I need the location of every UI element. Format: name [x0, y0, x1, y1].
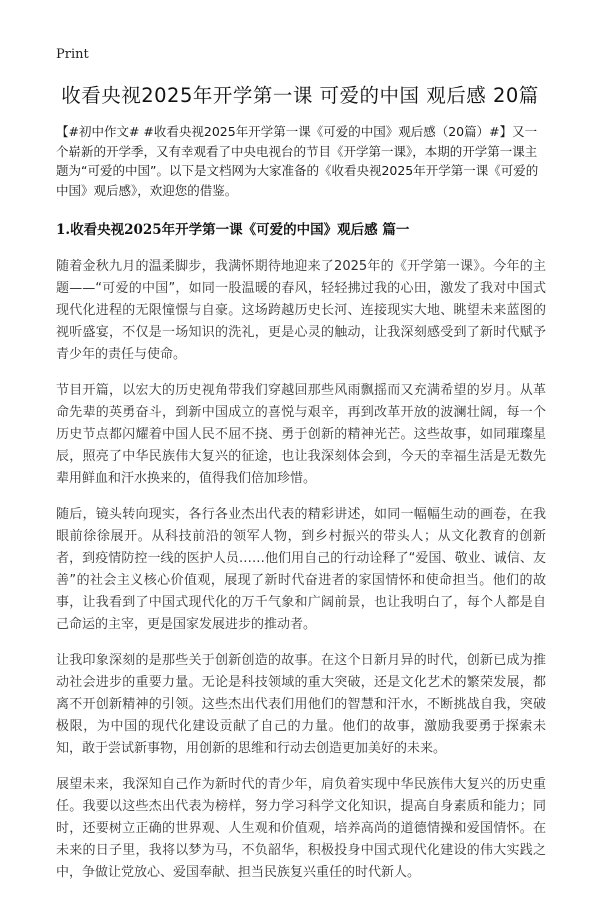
section-heading: 1.收看央视2025年开学第一课《可爱的中国》观后感 篇一: [56, 222, 410, 238]
body-paragraph-2: 节目开篇，以宏大的历史视角带我们穿越回那些风雨飘摇而又充满希望的岁月。从革命先辈的英勇奋斗，到新中国成立的喜悦与艰辛，再到改革开放的波澜壮阔，每一个历史节点都闪耀着中国人民不屈不挠、勇于创新的精神光芒。这些故事，如同璀璨星辰，照亮了中华民族伟大复兴的征途，也让我深刻体会到，今天的幸福生活是无数先辈用鲜血和汗水换来的，值得我们倍加珍惜。: [56, 383, 546, 486]
document-body: [56, 122, 546, 898]
body-paragraph-4: 让我印象深刻的是那些关于创新创造的故事。在这个日新月异的时代，创新已成为推动社会进步的重要力量。无论是科技领域的重大突破，还是文化艺术的繁荣发展，都离不开创新精神的引领。这些杰出代表们用他们的智慧和汗水，不断挑战自我，突破极限，为中国的现代化建设贡献了自己的力量。他们的故事，激励我要勇于探索未知，敢于尝试新事物，用创新的思维和行动去创造更加美好的未来。: [56, 653, 546, 756]
intro-paragraph: 【#初中作文# #收看央视2025年开学第一课《可爱的中国》观后感（20篇）#】又一个崭新的开学季，又有幸观看了中央电视台的节目《开学第一课》，本期的开学第一课主题为“可爱的中国”。以下是文档网为大家准备的《收看央视2025年开学第一课《可爱的中国》观后感》，欢迎您的借鉴。: [56, 124, 539, 198]
print-label: Print: [56, 47, 89, 62]
body-paragraph-5: 展望未来，我深知自己作为新时代的青少年，肩负着实现中华民族伟大复兴的历史重任。我要以这些杰出代表为榜样，努力学习科学文化知识，提高自身素质和能力；同时，还要树立正确的世界观、人生观和价值观，培养高尚的道德情操和爱国情怀。在未来的日子里，我将以梦为马，不负韶华，积极投身中国式现代化建设的伟大实践之中，争做让党放心、爱国奉献、担当民族复兴重任的时代新人。: [56, 777, 546, 880]
page-title: 收看央视2025年开学第一课 可爱的中国 观后感 20篇: [61, 84, 539, 107]
body-paragraph-3: 随后，镜头转向现实，各行各业杰出代表的精彩讲述，如同一幅幅生动的画卷，在我眼前徐徐展开。从科技前沿的领军人物，到乡村振兴的带头人；从文化教育的创新者，到疫情防控一线的医护人员……他们用自己的行动诠释了“爱国、敬业、诚信、友善”的社会主义核心价值观，展现了新时代奋进者的家国情怀和使命担当。他们的故事，让我看到了中国式现代化的万千气象和广阔前景，也让我明白了，每个人都是自己命运的主宰，更是国家发展进步的推动者。: [56, 507, 546, 632]
body-paragraph-1: 随着金秋九月的温柔脚步，我满怀期待地迎来了2025年的《开学第一课》。今年的主题——“可爱的中国”，如同一股温暖的春风，轻轻拂过我的心田，激发了我对中国式现代化进程的无限憧憬与自豪。这场跨越历史长河、连接现实大地、眺望未来蓝图的视听盛宴，不仅是一场知识的洗礼，更是心灵的触动，让我深刻感受到了新时代赋予青少年的责任与使命。: [56, 259, 546, 362]
